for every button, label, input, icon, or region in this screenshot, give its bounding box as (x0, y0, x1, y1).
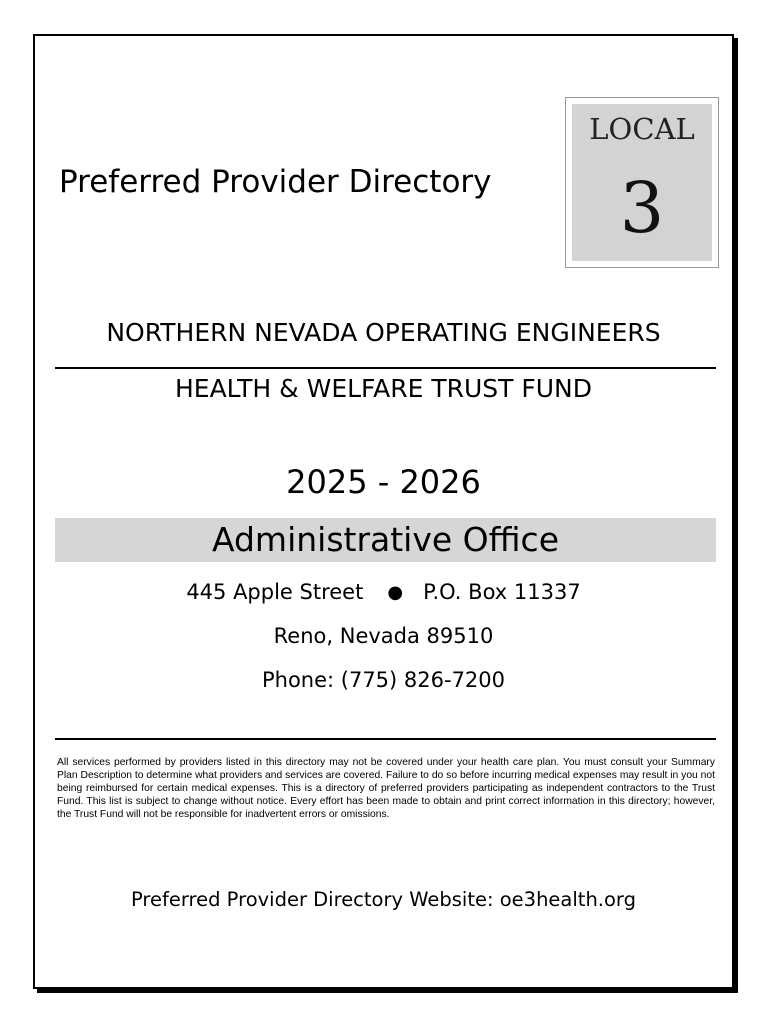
address-line (35, 577, 732, 608)
organization-divider (55, 367, 716, 369)
office-title: Administrative Office (211, 520, 559, 559)
local-badge (565, 97, 719, 268)
directory-period: 2025 - 2026 (286, 463, 481, 501)
fund-name: HEALTH & WELFARE TRUST FUND (174, 374, 593, 403)
street-address: 445 Apple Street (186, 580, 364, 604)
website-line: Preferred Provider Directory Website: oe3health.org (130, 888, 636, 911)
po-box: P.O. Box 11337 (423, 580, 581, 604)
local-badge-fill (572, 104, 712, 261)
local-number: 3 (619, 167, 665, 249)
organization-name: NORTHERN NEVADA OPERATING ENGINEERS (106, 318, 661, 347)
city-state-zip: Reno, Nevada 89510 (273, 624, 494, 648)
local-label: LOCAL (589, 112, 695, 146)
office-banner (55, 518, 716, 562)
bullet-separator: ● (387, 582, 404, 603)
directory-cover (33, 34, 734, 989)
phone-number: Phone: (775) 826-7200 (261, 668, 506, 692)
directory-title: Preferred Provider Directory (59, 164, 492, 200)
disclaimer-divider (55, 738, 716, 740)
disclaimer-text: All services performed by providers listed in this directory may not be covered under your health care plan. You must consult your Summary Plan Description to determine what providers and services are covered. Failure to do so before incurring medical expenses may result in you not being reimbursed for certain medical expenses. This is a directory of preferred providers participating as independent contractors to the Trust Fund. This list is subject to change without notice. Every effort has been made to obtain and print correct information in this directory; however, the Trust Fund will not be responsible for inadvertent errors or omissions. (57, 757, 715, 821)
